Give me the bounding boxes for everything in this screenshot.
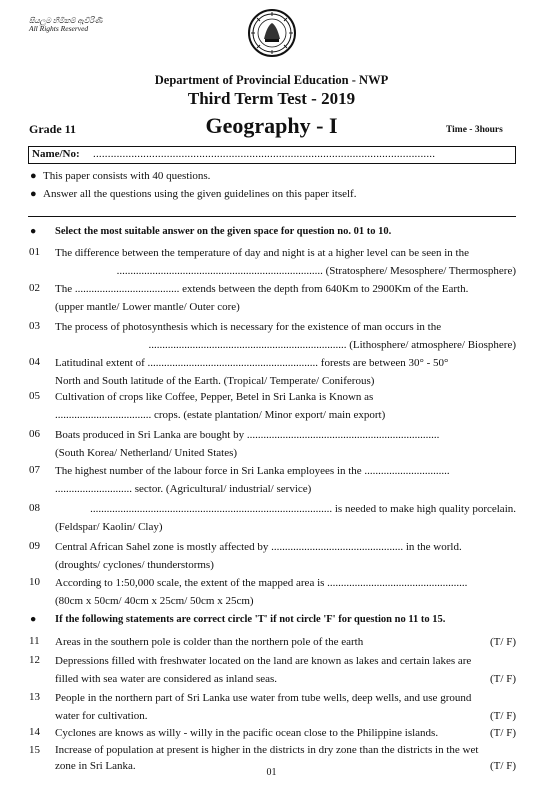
- true-false-choice[interactable]: (T/ F): [490, 673, 516, 685]
- question-text: ........................................................................................ is needed to make high quality porcelain. (Feldspar/ Kaolin/ Clay): [55, 503, 516, 533]
- question-number: 03: [29, 320, 40, 332]
- question-text: The highest number of the labour force in Sri Lanka employees in the ............................... ............................ sector. (Agricultural/ industrial/ service): [55, 465, 450, 495]
- question-text: Cultivation of crops like Coffee, Pepper, Betel in Sri Lanka is Known as ................................... crops. (estate plantation/ Minor export/ main export): [55, 391, 386, 421]
- question-text: Areas in the southern pole is colder than the northern pole of the earth (T/ F): [55, 633, 516, 651]
- true-false-choice[interactable]: (T/ F): [490, 760, 516, 772]
- provincial-emblem-icon: [247, 8, 297, 58]
- copyright-notice: [29, 17, 102, 33]
- page-number: 01: [266, 767, 277, 778]
- question-text: According to 1:50,000 scale, the extent of the mapped area is ................................................... (80cm x 50cm/ 40cm x 25cm/ 50cm x 25cm): [55, 577, 468, 607]
- question-number: 13: [29, 691, 40, 703]
- name-label: Name/No:: [32, 148, 80, 160]
- true-false-choice[interactable]: (T/ F): [490, 636, 516, 648]
- question-number: 11: [29, 635, 40, 647]
- question-text: The process of photosynthesis which is necessary for the existence of man occurs in the ........................................................................ (Lithosphere/ atmosphere/ Biosphere): [55, 321, 516, 351]
- question-text: Depressions filled with freshwater located on the land are known as lakes and certain lakes are filled with sea water are considered as inland seas. (T/ F): [55, 652, 516, 688]
- divider: [28, 216, 516, 217]
- true-false-choice[interactable]: (T/ F): [490, 710, 516, 722]
- section-heading-1: ● Select the most suitable answer on the given space for question no. 01 to 10.: [30, 226, 392, 237]
- question-text: Latitudinal extent of .............................................................. forests are between 30° - 50° North and South latitude of the Earth. (Tropical/ Temperate/ Coniferous): [55, 357, 449, 387]
- question-text: Increase of population at present is higher in the districts in dry zone than the districts in the wet zone in Sri Lanka. (T/ F): [55, 744, 516, 772]
- question-number: 09: [29, 540, 40, 552]
- question-text: The ...................................... extends between the depth from 640Km to 2900Km of the Earth. (upper mantle/ Lower mantle/ Outer core): [55, 283, 469, 313]
- question-number: 04: [29, 356, 40, 368]
- bullet-icon: ●: [30, 170, 37, 182]
- time-label: Time - 3hours: [446, 125, 503, 135]
- copyright-sinhala: සියලුම හිමිකම් ඇවිරිණි: [29, 16, 103, 25]
- question-number: 01: [29, 246, 40, 258]
- question-text: Boats produced in Sri Lanka are bought by ...................................................................... (South Korea/ Netherland/ United States): [55, 429, 440, 459]
- bullet-icon: ●: [30, 614, 37, 625]
- question-number: 07: [29, 464, 40, 476]
- department-title: Department of Provincial Education - NWP: [154, 73, 389, 87]
- question-number: 06: [29, 428, 40, 440]
- question-text: Central African Sahel zone is mostly affected by ................................................ in the world. (droughts/ cyclones/ thunderstorms): [55, 541, 462, 571]
- question-number: 05: [29, 390, 40, 402]
- question-text: Cyclones are knows as willy - willy in the pacific ocean close to the Philippine islands. (T/ F): [55, 724, 516, 742]
- section-heading-2: ● If the following statements are correct circle 'T' if not circle 'F' for question no 11 to 15.: [30, 614, 446, 625]
- question-text: People in the northern part of Sri Lanka use water from tube wells, deep wells, and use ground water for cultivation. (T/ F): [55, 689, 516, 725]
- true-false-choice[interactable]: (T/ F): [490, 727, 516, 739]
- grade-label: Grade 11: [29, 122, 76, 136]
- question-text: The difference between the temperature of day and night is at a higher level can be seen in the ........................................................................... (Stratosphere/ Mesosphere/ Thermosphere): [55, 247, 516, 277]
- exam-title: Third Term Test - 2019: [187, 89, 356, 108]
- name-field[interactable]: [28, 146, 516, 164]
- instruction-2: ● Answer all the questions using the given guidelines on this paper itself.: [30, 188, 357, 200]
- question-number: 10: [29, 576, 40, 588]
- subject-title: Geography - I: [205, 113, 338, 138]
- question-number: 02: [29, 282, 40, 294]
- name-dots: ....................................................................................................................: [93, 148, 436, 160]
- question-number: 08: [29, 502, 40, 514]
- copyright-english: All Rights Reserved: [29, 24, 89, 33]
- question-number: 15: [29, 744, 40, 756]
- bullet-icon: ●: [30, 226, 37, 237]
- bullet-icon: ●: [30, 188, 37, 200]
- question-number: 14: [29, 726, 40, 738]
- question-number: 12: [29, 654, 40, 666]
- instruction-1: ● This paper consists with 40 questions.: [30, 170, 211, 182]
